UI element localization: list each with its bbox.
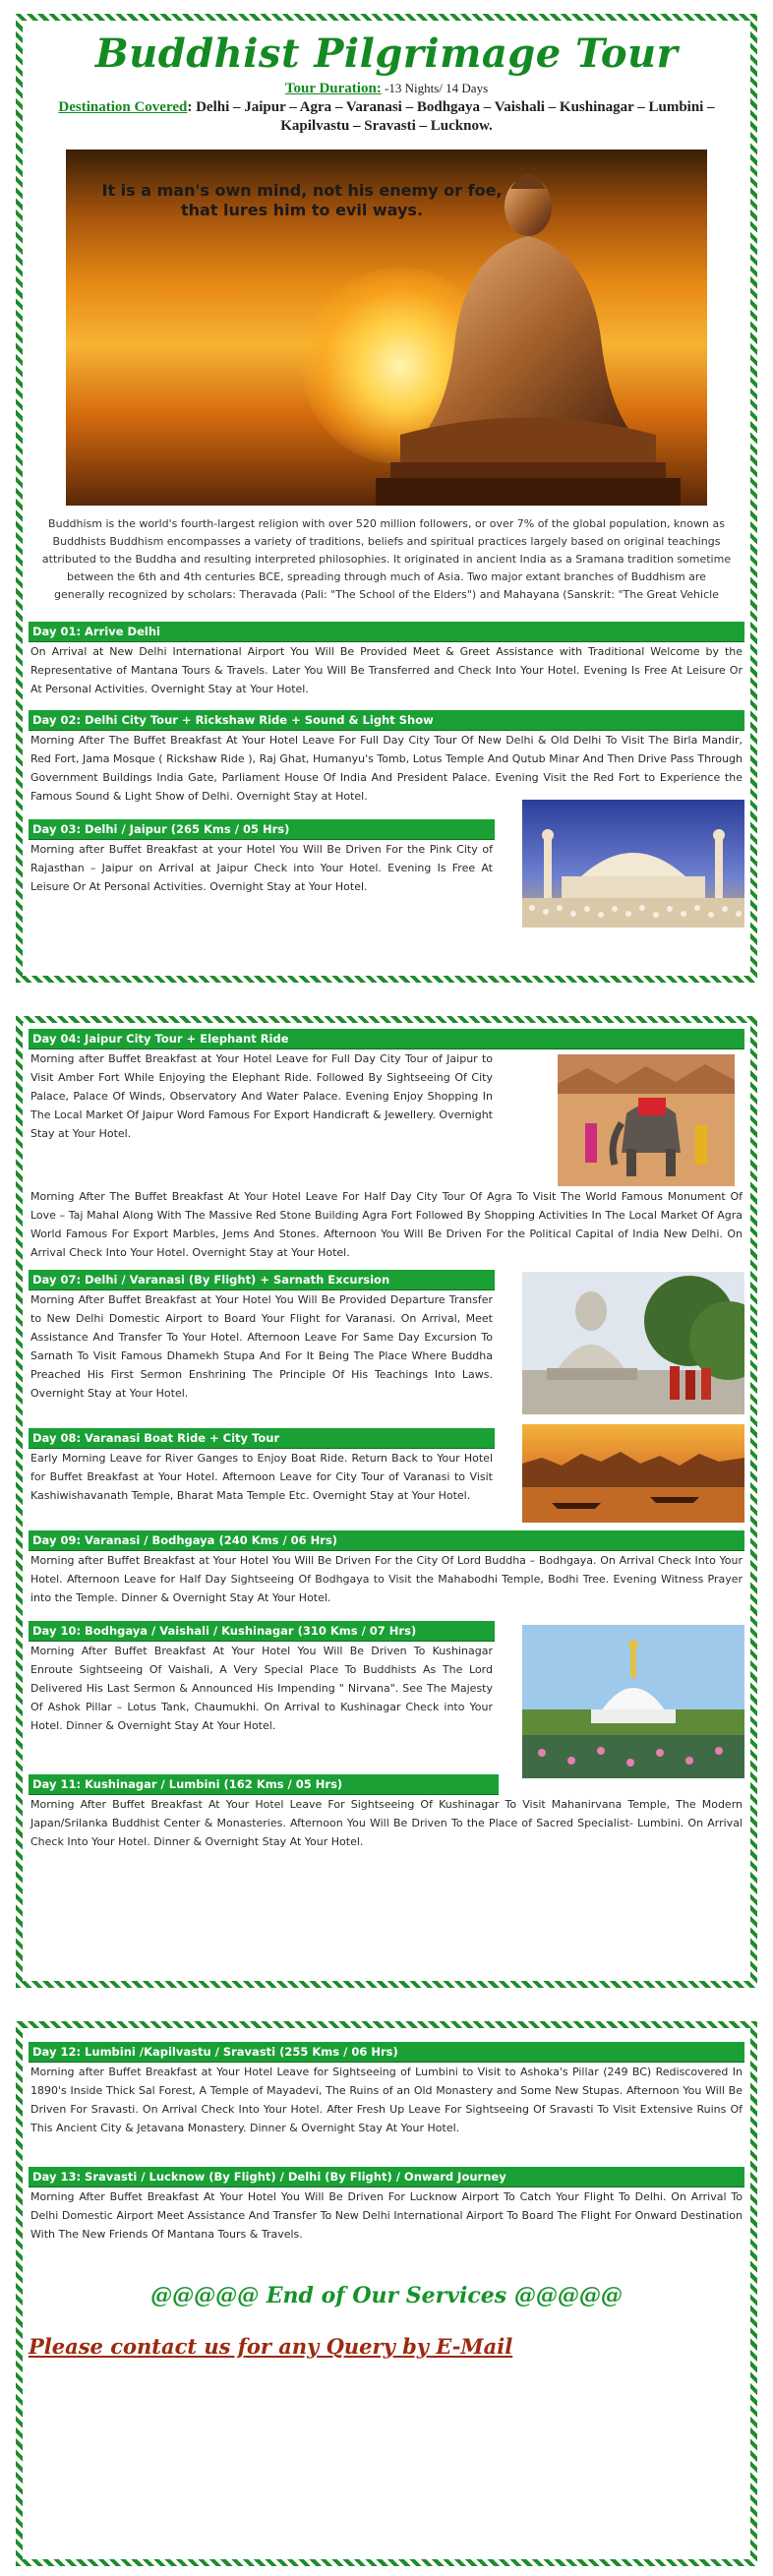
day-12: [29, 2042, 744, 2137]
day-01: [29, 622, 744, 698]
day-08: [29, 1428, 744, 1523]
page-1: [16, 14, 757, 983]
day-10: [29, 1621, 744, 1778]
elephant-ride-photo: [558, 1054, 735, 1186]
varanasi-ghats-photo: [522, 1424, 744, 1523]
day-description: Morning After The Buffet Breakfast At Your Hotel Leave For Full Day City Tour Of New Delhi & Old Delhi To Visit The Birla Mandir, Red Fort, Jama Mosque ( Rickshaw Ride ), Raj Ghat, Humanyu's Tomb, Lotus Temple And Qutub Minar And Then Drive Pass Through Government Buildings India Gate, Parliament House Of India And President Palace. Evening Visit the Red Fort to Experience the Famous Sound & Light Show of Delhi. Overnight Stay at Hotel.: [30, 734, 743, 803]
jama-masjid-photo: [522, 800, 744, 928]
day-description: Morning After Buffet Breakfast at Your Hotel You Will Be Provided Departure Transfer to New Delhi Domestic Airport to Board Your Flight for Varanasi. On Arrival, Meet Assistance And Transfer To Your Hotel. Afternoon Leave For Same Day Excursion To Sarnath To Visit Famous Dhamekh Stupa And For It Being The Place Where Buddha Preached His First Sermon Enshrining The Principle Of His Teachings Into Laws. Overnight Stay at Your Hotel.: [30, 1293, 493, 1400]
day-description: Morning after Buffet Breakfast at Your Hotel Leave for Sightseeing of Lumbini to Visit to Ashoka's Pillar (249 BC) Rediscovered In 1890's Inside Thick Sal Forest, A Temple of Mayadevi, The Ruins of an Old Monastery and Some New Stupas. Afternoon You Will Be Driven For Sravasti. On Arrival Check Into Your Hotel. After Fresh Up Leave For Sightseeing Of Sravasti To Visit Extensive Ruins Of This Ancient City & Jetavana Monastery. Dinner & Overnight Stay At Your Hotel.: [30, 2066, 743, 2134]
day-description: Early Morning Leave for River Ganges to Enjoy Boat Ride. Return Back to Your Hotel for Buffet Breakfast at Your Hotel. Afternoon Leave for City Tour of Varanasi to Visit Kashiwishavanath Temple, Bharat Mata Temple Etc. Overnight Stay at Your Hotel.: [30, 1452, 493, 1502]
day-heading: Day 03: Delhi / Jaipur (265 Kms / 05 Hrs): [29, 819, 495, 839]
day-heading: Day 02: Delhi City Tour + Rickshaw Ride + Sound & Light Show: [29, 710, 744, 730]
day-02: [29, 710, 744, 806]
contact-email-link[interactable]: Please contact us for any Query by E-Mail: [29, 2334, 513, 2359]
day-heading: Day 11: Kushinagar / Lumbini (162 Kms / 05 Hrs): [29, 1774, 499, 1794]
day-heading: Day 09: Varanasi / Bodhgaya (240 Kms / 06 Hrs): [29, 1530, 744, 1550]
intro-paragraph: Buddhism is the world's fourth-largest religion with over 520 million followers, or over 7% of the global population, known as Buddhists Buddhism encompasses a variety of traditions, beliefs and spiritual practices largely based on original teachings attributed to the Buddha and resulting interpreted philosophies. It originated in ancient India as a Sramana tradition sometime between the 6th and 4th centuries BCE, spreading through much of Asia. Two major extant branches of Buddhism are generally recognized by scholars: Theravada (Pali: "The School of the Elders") and Mahayana (Sanskrit: "The Great Vehicle: [41, 517, 732, 601]
day-description: Morning After Buffet Breakfast At Your Hotel You Will Be Driven For Lucknow Airport To Catch Your Flight To Delhi. On Arrival To Delhi Domestic Airport Meet Assistance And Transfer To New Delhi International Airport To Board The Flight For Onward Destination With The New Friends Of Mantana Tours & Travels.: [30, 2190, 743, 2241]
vishwa-shanti-stupa-photo: [522, 1625, 744, 1778]
day-description: Morning after Buffet Breakfast at Your Hotel You Will Be Driven For the City Of Lord Buddha – Bodhgaya. On Arrival Check Into Your Hotel. Afternoon Leave for Half Day Sightseeing Of Bodhgaya to Visit the Mahabodhi Temple, Bodhi Tree. Evening Witness Prayer into the Temple. Dinner & Overnight Stay At Your Hotel.: [30, 1554, 743, 1604]
page-title: Buddhist Pilgrimage Tour: [94, 30, 679, 77]
day-heading: Day 13: Sravasti / Lucknow (By Flight) / Delhi (By Flight) / Onward Journey: [29, 2167, 744, 2187]
destination-value: : Delhi – Jaipur – Agra – Varanasi – Bodhgaya – Vaishali – Kushinagar – Lumbini – Kapilvastu – Sravasti – Lucknow.: [187, 99, 715, 134]
day-description: On Arrival at New Delhi International Airport You Will Be Provided Meet & Greet Assistance with Traditional Welcome by the Representative of Mantana Tours & Travels. Later You Will Be Transferred and Check Into Your Hotel. Evening Is Free At Leisure Or At Personal Activities. Overnight Stay at Your Hotel.: [30, 645, 743, 695]
sarnath-photo: [522, 1272, 744, 1414]
duration-label: Tour Duration:: [284, 81, 382, 96]
page-2: [16, 1016, 757, 1988]
day-description: Morning after Buffet Breakfast at your Hotel You Will Be Driven For the Pink City of Rajasthan – Jaipur on Arrival at Jaipur Check into Your Hotel. Evening Is Free At Leisure Or At Personal Activities. Overnight Stay at Your Hotel.: [30, 843, 493, 893]
end-of-services: @@@@@ End of Our Services @@@@@: [150, 2283, 623, 2308]
buddha-hero-image: [66, 150, 707, 506]
day-03: [29, 800, 744, 928]
day-heading: Day 01: Arrive Delhi: [29, 622, 744, 641]
tour-info: [23, 79, 750, 136]
hero-quote: It is a man's own mind, not his enemy or foe, that lures him to evil ways.: [101, 181, 503, 219]
day-07: [29, 1270, 744, 1414]
day-description: Morning After Buffet Breakfast At Your Hotel Leave For Sightseeing Of Kushinagar To Visit Mahanirvana Temple, The Modern Japan/Srilanka Buddhist Center & Monasteries. Afternoon You Will Be Driven To the Place of Sacred Specialist- Lumbini. On Arrival Check Into Your Hotel. Dinner & Overnight Stay At Your Hotel.: [30, 1798, 743, 1848]
day-description: Morning After Buffet Breakfast At Your Hotel You Will Be Driven To Kushinagar Enroute Sightseeing Of Vaishali, A Very Special Place To Buddhists As The Lord Delivered His Last Sermon & Announced His Impending " Nirvana". See The Majesty Of Ashok Pillar – Lotus Tank, Chaumukhi. On Arrival to Kushinagar Check into Your Hotel. Dinner & Overnight Stay At Your Hotel.: [30, 1645, 493, 1732]
destination-label: Destination Covered: [58, 99, 188, 115]
page-3: [16, 2021, 757, 2566]
day-04: [29, 1029, 744, 1262]
day-heading: Day 04: Jaipur City Tour + Elephant Ride: [29, 1029, 744, 1048]
day-13: [29, 2167, 744, 2244]
day-heading: Day 08: Varanasi Boat Ride + City Tour: [29, 1428, 495, 1448]
day-09: [29, 1530, 744, 1607]
day-11-wrap: [29, 1774, 744, 1851]
day-heading: Day 10: Bodhgaya / Vaishali / Kushinagar (310 Kms / 07 Hrs): [29, 1621, 495, 1641]
duration-value: -13 Nights/ 14 Days: [381, 81, 489, 95]
day-11: [29, 1774, 744, 1851]
day-heading: Day 07: Delhi / Varanasi (By Flight) + Sarnath Excursion: [29, 1270, 495, 1289]
day-description: Morning after Buffet Breakfast at Your Hotel Leave for Full Day City Tour of Jaipur to Visit Amber Fort While Enjoying the Elephant Ride. Followed By Sightseeing Of City Palace, Palace Of Winds, Observatory And Water Palace. Evening Enjoy Shopping In The Local Market Of Jaipur Word Famous For Export Handicraft & Jewellery. Overnight Stay at Your Hotel.: [30, 1052, 493, 1140]
day-description-agra: Morning After The Buffet Breakfast At Your Hotel Leave For Half Day City Tour Of Agra To Visit The World Famous Monument Of Love – Taj Mahal Along With The Massive Red Stone Building Agra Fort Followed By Shopping Activities In The Local Market Of Agra World Famous For Export Marbles, Jems And Stones. Afternoon You Will Be Driven For the Political Capital of India New Delhi. On Arrival Check Into Your Hotel. Overnight Stay at Your Hotel.: [30, 1190, 743, 1259]
day-heading: Day 12: Lumbini /Kapilvastu / Sravasti (255 Kms / 06 Hrs): [29, 2042, 744, 2062]
